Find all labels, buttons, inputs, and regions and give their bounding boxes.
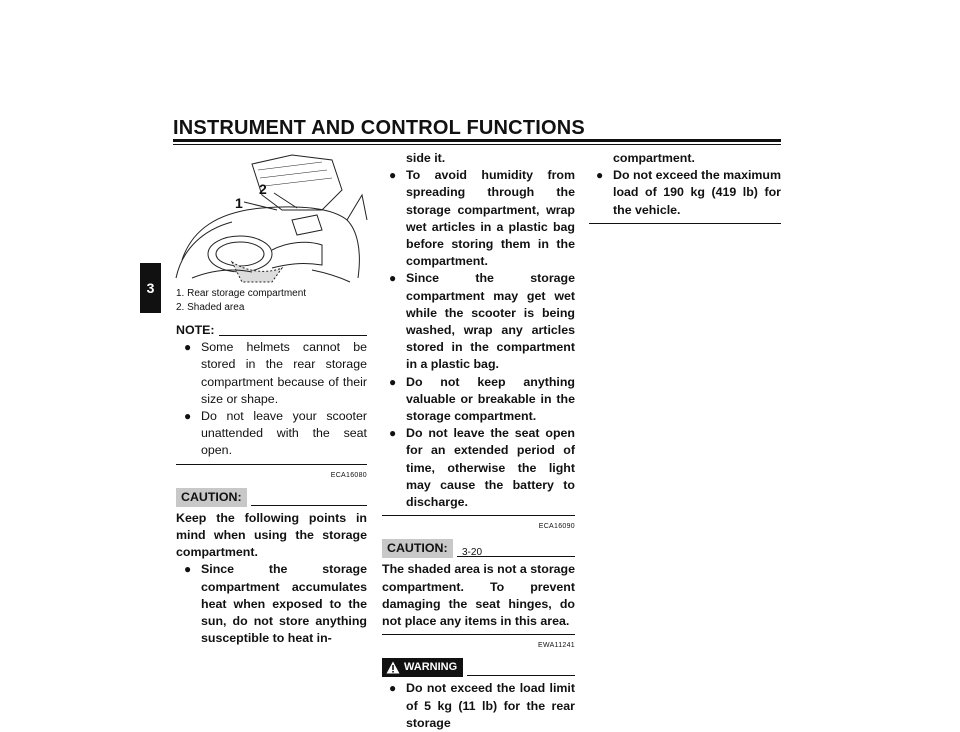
caution-item: ● Do not keep anything valuable or breakable in the storage compartment. [389,374,575,426]
caution-badge: CAUTION: [176,488,247,507]
caution-badge: CAUTION: [382,539,453,558]
header-rule-thin [173,144,781,145]
column-1 [176,322,367,647]
note-item: ● Some helmets cannot be stored in the rear storage compartment because of their size or shape. [184,339,367,408]
caution-intro: Keep the following points in mind when using the storage compartment. [176,510,367,560]
warning-end-rule [589,223,781,224]
caption-2: 2. Shaded area [176,302,245,313]
bullet-icon: ● [596,168,604,183]
bullet-icon: ● [389,168,397,183]
storage-compartment-figure [172,150,368,285]
caution-text: The shaded area is not a storage compartment. To prevent damaging the seat hinges, do not place any items in this area. [382,562,575,629]
bullet-icon: ● [389,681,397,696]
caution-end-rule [382,634,575,635]
bullet-icon: ● [184,340,192,355]
bullet-icon: ● [184,562,192,577]
bullet-icon: ● [389,374,397,389]
caution-item: ● Do not leave the seat open for an extended period of time, otherwise the light may cause the battery to discharge. [389,425,575,511]
warning-badge [382,658,463,677]
warning-item: ● Do not exceed the maximum load of 190 kg (419 lb) for the vehicle. [596,167,781,219]
caution-end-rule [382,515,575,516]
warning-code: EWA11241 [537,642,575,650]
note-heading [176,322,367,339]
callout-2: 2 [259,181,267,197]
warning-triangle-icon [386,661,400,674]
note-label: NOTE: [176,323,215,337]
header-rule [173,139,781,142]
warning-item: ● Do not exceed the load limit of 5 kg (11 lb) for the rear storage [389,680,575,732]
bullet-icon: ● [389,271,397,286]
caution-code: ECA16080 [330,471,367,479]
caption-1: 1. Rear storage compartment [176,288,307,299]
caution-item: ● Since the storage compartment may get wet while the scooter is being washed, wrap any articles stored in the compartment in a plastic bag. [389,270,575,373]
column-3 [589,150,781,224]
bullet-icon: ● [389,426,397,441]
caution-code: ECA16090 [538,523,575,531]
continued-text: side it. [406,151,446,165]
page-number: 3-20 [462,547,483,558]
page-title: INSTRUMENT AND CONTROL FUNCTIONS [173,117,585,139]
caution-heading [176,488,367,507]
note-item: ● Do not leave your scooter unattended with the seat open. [184,408,367,460]
continued-text: compartment. [613,151,695,165]
caution-item: ● To avoid humidity from spreading through the storage compartment, wrap wet articles in a plastic bag before storing them in the compartment. [389,167,575,270]
figure-caption [176,287,366,315]
warning-heading [382,658,575,677]
caution-item: ● Since the storage compartment accumulates heat when exposed to the sun, do not store anything susceptible to heat in- [184,561,367,647]
callout-1: 1 [235,195,243,211]
warning-label: WARNING [404,661,458,674]
note-end-rule [176,464,367,465]
bullet-icon: ● [184,409,192,424]
chapter-tab: 3 [140,263,161,313]
column-2 [382,150,575,732]
